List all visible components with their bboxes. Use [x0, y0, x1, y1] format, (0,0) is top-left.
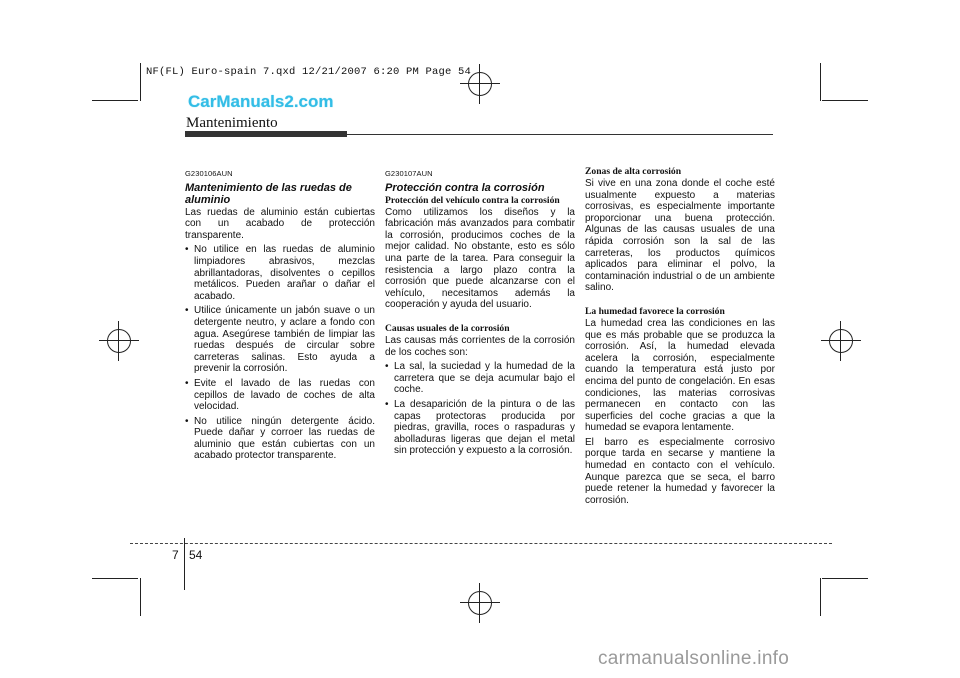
subheading: La humedad favorece la corrosión: [585, 305, 725, 317]
crop-mark: [140, 578, 141, 616]
bullet-list: [185, 244, 375, 462]
registration-mark-bottom: [460, 583, 500, 623]
paragraph: El barro es especialmente corrosivo porque tarda en secarse y mantiene la humedad en contacto con el vehículo. Aunque parezca que se seca, el barro puede retener la humedad y favorecer la corrosión.: [585, 436, 775, 506]
subheading: Causas usuales de la corrosión: [385, 322, 510, 334]
crop-mark: [92, 100, 138, 101]
section-code: G230106AUN: [185, 169, 233, 178]
footer-divider: [184, 538, 185, 590]
header-rule-thick: [185, 131, 347, 137]
print-slug: NF(FL) Euro-spain 7.qxd 12/21/2007 6:20 PM Page 54: [146, 66, 472, 78]
section-title: Mantenimiento: [186, 115, 278, 131]
chapter-number: 7: [172, 548, 179, 562]
paragraph: Si vive en una zona donde el coche esté usualmente expuesto a materias corrosivas, es especialmente importante proporcionar una buena protección. Algunas de las causas usuales de una rápida corrosión son la sal de las carreteras, los productos químicos aplicados para eliminar el polvo, la contaminación industrial o de un ambiente salino.: [585, 178, 775, 294]
list-item: • La sal, la suciedad y la humedad de la carretera que se deja acumular bajo el coche.: [385, 361, 575, 396]
watermark-text-bottom: carmanualsonline.info: [598, 648, 790, 669]
paragraph: Como utilizamos los diseños y la fabricación más avanzados para combatir la corrosión, producimos coches de la mejor calidad. No obstante, esto es sólo una parte de la tarea. Para conseguir la resistencia a largo plazo contra la corrosión que puede alcanzarse con el vehículo, necesitamos además la cooperación y ayuda del usuario.: [385, 206, 575, 311]
subheading: Zonas de alta corrosión: [585, 166, 682, 177]
crop-mark: [140, 63, 141, 101]
list-item: • La desaparición de la pintura o de las capas protectoras producida por piedras, gravilla, roces o raspaduras y abolladuras ligeras que dejan el metal sin protección y expuesto a la corrosión.: [385, 399, 575, 457]
registration-mark-right: [821, 321, 861, 361]
crop-mark: [820, 578, 821, 616]
crop-mark: [820, 63, 821, 101]
footer-rule: [130, 543, 832, 544]
section-heading: Protección contra la corrosión: [385, 181, 545, 194]
column-wheels: [185, 168, 375, 465]
list-item: • No utilice en las ruedas de aluminio limpiadores abrasivos, mezclas abrillantadoras, disolventes o cepillos metálicos. Pueden arañar o dañar el acabado.: [185, 244, 375, 302]
list-item: • Utilice únicamente un jabón suave o un detergente neutro, y aclare a fondo con agua. Asegúrese también de limpiar las ruedas después de circular sobre carreteras salinas. Esto ayuda a prevenir la corrosión.: [185, 305, 375, 375]
list-item: • Evite el lavado de las ruedas con cepillos de lavado de coches de alta velocidad.: [185, 378, 375, 413]
crop-mark: [822, 100, 868, 101]
section-heading: Mantenimiento de las ruedas de aluminio: [185, 181, 352, 206]
column-corrosion: [385, 168, 575, 460]
section-code: G230107AUN: [385, 169, 433, 178]
header-rule-thin: [347, 134, 773, 135]
subheading: Protección del vehículo contra la corrosión: [385, 194, 560, 206]
list-item: • No utilice ningún detergente ácido. Puede dañar y corroer las ruedas de aluminio que están cubiertas con un acabado protector transparente.: [185, 416, 375, 462]
crop-mark: [822, 578, 868, 579]
paragraph: La humedad crea las condiciones en las que es más probable que se produzca la corrosión. Así, la humedad elevada acelera la corrosión, especialmente cuando la temperatura está justo por encima del punto de congelación. En esas condiciones, las materias corrosivas permanecen en contacto con las superficies del coche gracias a que la humedad se evapora lentamente.: [585, 317, 775, 434]
paragraph: Las causas más corrientes de la corrosión de los coches son:: [385, 334, 575, 358]
paragraph: Las ruedas de aluminio están cubiertas con un acabado de protección transparente.: [185, 206, 375, 241]
page-number: 54: [189, 548, 203, 562]
watermark-logo-top: CarManuals2.com: [188, 92, 334, 111]
column-high-corrosion: [585, 166, 775, 509]
crop-mark: [92, 578, 138, 579]
bullet-list: [385, 361, 575, 457]
registration-mark-left: [99, 321, 139, 361]
